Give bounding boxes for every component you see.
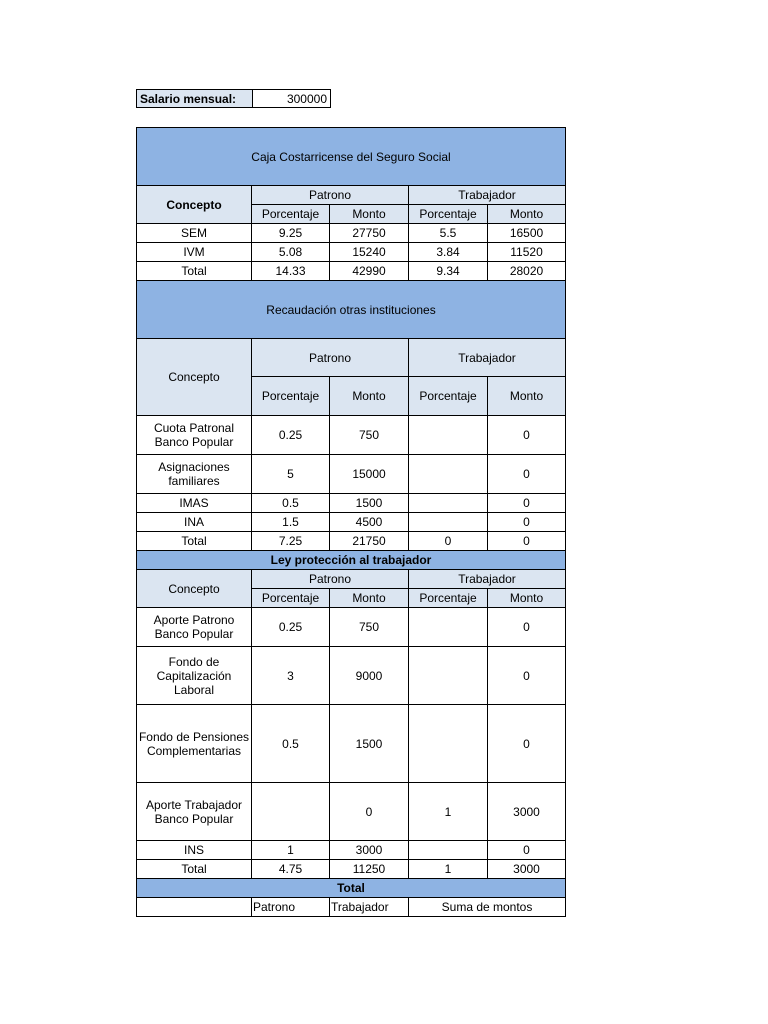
patrono-pct-cell: 1 bbox=[252, 841, 330, 860]
patrono-monto-cell: 750 bbox=[330, 608, 409, 647]
patrono-monto-cell: 750 bbox=[330, 416, 409, 455]
trabajador-monto-cell: 0 bbox=[488, 455, 566, 494]
trabajador-monto-cell: 0 bbox=[488, 513, 566, 532]
patrono-pct-cell: 1.5 bbox=[252, 513, 330, 532]
trabajador-monto-cell: 3000 bbox=[488, 860, 566, 879]
patrono-pct-cell: 14.33 bbox=[252, 262, 330, 281]
otras-patrono-monto-header: Monto bbox=[330, 377, 409, 416]
otras-patrono-header: Patrono bbox=[252, 339, 409, 377]
patrono-monto-cell: 3000 bbox=[330, 841, 409, 860]
table-row bbox=[137, 647, 566, 705]
patrono-pct-cell: 9.25 bbox=[252, 224, 330, 243]
concept-cell: SEM bbox=[137, 224, 252, 243]
otras-title: Recaudación otras instituciones bbox=[137, 281, 566, 339]
trabajador-pct-cell: 0 bbox=[409, 532, 488, 551]
concept-cell: Aporte Trabajador Banco Popular bbox=[137, 783, 252, 841]
salary-table bbox=[136, 89, 331, 108]
trabajador-monto-cell: 16500 bbox=[488, 224, 566, 243]
trabajador-pct-cell: 9.34 bbox=[409, 262, 488, 281]
ccss-trabajador-monto-header: Monto bbox=[488, 205, 566, 224]
ley-patrono-pct-header: Porcentaje bbox=[252, 589, 330, 608]
concept-cell: Total bbox=[137, 262, 252, 281]
table-row bbox=[137, 705, 566, 783]
otras-trabajador-pct-header: Porcentaje bbox=[409, 377, 488, 416]
concept-cell: Aporte Patrono Banco Popular bbox=[137, 608, 252, 647]
concept-cell: Fondo de Pensiones Complementarias bbox=[137, 705, 252, 783]
otras-concept-header: Concepto bbox=[137, 339, 252, 416]
ccss-patrono-monto-header: Monto bbox=[330, 205, 409, 224]
patrono-monto-cell: 9000 bbox=[330, 647, 409, 705]
trabajador-pct-cell: 3.84 bbox=[409, 243, 488, 262]
trabajador-monto-cell: 28020 bbox=[488, 262, 566, 281]
total-trabajador-header: Trabajador bbox=[330, 898, 409, 917]
ccss-patrono-header: Patrono bbox=[252, 186, 409, 205]
patrono-monto-cell: 1500 bbox=[330, 705, 409, 783]
table-row bbox=[137, 455, 566, 494]
patrono-pct-cell: 0.25 bbox=[252, 608, 330, 647]
patrono-pct-cell: 3 bbox=[252, 647, 330, 705]
trabajador-pct-cell: 1 bbox=[409, 860, 488, 879]
patrono-pct-cell: 7.25 bbox=[252, 532, 330, 551]
trabajador-monto-cell: 0 bbox=[488, 705, 566, 783]
trabajador-pct-cell bbox=[409, 455, 488, 494]
trabajador-pct-cell bbox=[409, 513, 488, 532]
concept-cell: IVM bbox=[137, 243, 252, 262]
otras-trabajador-header: Trabajador bbox=[409, 339, 566, 377]
concept-cell: Cuota Patronal Banco Popular bbox=[137, 416, 252, 455]
ccss-trabajador-pct-header: Porcentaje bbox=[409, 205, 488, 224]
total-suma-header: Suma de montos bbox=[409, 898, 566, 917]
concept-cell: IMAS bbox=[137, 494, 252, 513]
total-blank-header bbox=[137, 898, 252, 917]
concept-cell: Total bbox=[137, 532, 252, 551]
patrono-pct-cell: 5 bbox=[252, 455, 330, 494]
trabajador-pct-cell bbox=[409, 841, 488, 860]
ley-patrono-monto-header: Monto bbox=[330, 589, 409, 608]
ccss-title: Caja Costarricense del Seguro Social bbox=[137, 128, 566, 186]
patrono-monto-cell: 27750 bbox=[330, 224, 409, 243]
table-row bbox=[137, 783, 566, 841]
total-row bbox=[137, 860, 566, 879]
table-row bbox=[137, 841, 566, 860]
patrono-pct-cell: 5.08 bbox=[252, 243, 330, 262]
patrono-monto-cell: 4500 bbox=[330, 513, 409, 532]
trabajador-pct-cell bbox=[409, 705, 488, 783]
patrono-monto-cell: 0 bbox=[330, 783, 409, 841]
trabajador-monto-cell: 0 bbox=[488, 608, 566, 647]
patrono-monto-cell: 42990 bbox=[330, 262, 409, 281]
ley-patrono-header: Patrono bbox=[252, 570, 409, 589]
total-row bbox=[137, 262, 566, 281]
patrono-pct-cell bbox=[252, 783, 330, 841]
patrono-pct-cell: 0.5 bbox=[252, 494, 330, 513]
patrono-monto-cell: 11250 bbox=[330, 860, 409, 879]
table-row bbox=[137, 608, 566, 647]
concept-cell: Fondo de Capitalización Laboral bbox=[137, 647, 252, 705]
trabajador-pct-cell bbox=[409, 494, 488, 513]
patrono-pct-cell: 0.25 bbox=[252, 416, 330, 455]
total-title: Total bbox=[137, 879, 566, 898]
ley-title: Ley protección al trabajador bbox=[137, 551, 566, 570]
total-row bbox=[137, 532, 566, 551]
trabajador-monto-cell: 0 bbox=[488, 416, 566, 455]
trabajador-pct-cell bbox=[409, 608, 488, 647]
trabajador-monto-cell: 0 bbox=[488, 532, 566, 551]
trabajador-pct-cell bbox=[409, 647, 488, 705]
patrono-pct-cell: 0.5 bbox=[252, 705, 330, 783]
table-row bbox=[137, 243, 566, 262]
patrono-monto-cell: 15000 bbox=[330, 455, 409, 494]
trabajador-pct-cell: 5.5 bbox=[409, 224, 488, 243]
trabajador-monto-cell: 0 bbox=[488, 841, 566, 860]
patrono-monto-cell: 21750 bbox=[330, 532, 409, 551]
trabajador-monto-cell: 0 bbox=[488, 647, 566, 705]
concept-cell: INA bbox=[137, 513, 252, 532]
ccss-patrono-pct-header: Porcentaje bbox=[252, 205, 330, 224]
contributions-table bbox=[136, 127, 566, 917]
ley-trabajador-pct-header: Porcentaje bbox=[409, 589, 488, 608]
salary-label: Salario mensual: bbox=[137, 90, 253, 108]
table-row bbox=[137, 513, 566, 532]
patrono-monto-cell: 15240 bbox=[330, 243, 409, 262]
ccss-concept-header: Concepto bbox=[137, 186, 252, 224]
trabajador-monto-cell: 3000 bbox=[488, 783, 566, 841]
ley-trabajador-header: Trabajador bbox=[409, 570, 566, 589]
patrono-monto-cell: 1500 bbox=[330, 494, 409, 513]
trabajador-pct-cell: 1 bbox=[409, 783, 488, 841]
ccss-trabajador-header: Trabajador bbox=[409, 186, 566, 205]
salary-value[interactable]: 300000 bbox=[253, 90, 331, 108]
concept-cell: INS bbox=[137, 841, 252, 860]
table-row bbox=[137, 416, 566, 455]
total-patrono-header: Patrono bbox=[252, 898, 330, 917]
trabajador-monto-cell: 11520 bbox=[488, 243, 566, 262]
otras-patrono-pct-header: Porcentaje bbox=[252, 377, 330, 416]
ley-trabajador-monto-header: Monto bbox=[488, 589, 566, 608]
trabajador-pct-cell bbox=[409, 416, 488, 455]
table-row bbox=[137, 224, 566, 243]
ley-concept-header: Concepto bbox=[137, 570, 252, 608]
otras-trabajador-monto-header: Monto bbox=[488, 377, 566, 416]
trabajador-monto-cell: 0 bbox=[488, 494, 566, 513]
total-header-row bbox=[137, 898, 566, 917]
concept-cell: Asignaciones familiares bbox=[137, 455, 252, 494]
concept-cell: Total bbox=[137, 860, 252, 879]
patrono-pct-cell: 4.75 bbox=[252, 860, 330, 879]
table-row bbox=[137, 494, 566, 513]
